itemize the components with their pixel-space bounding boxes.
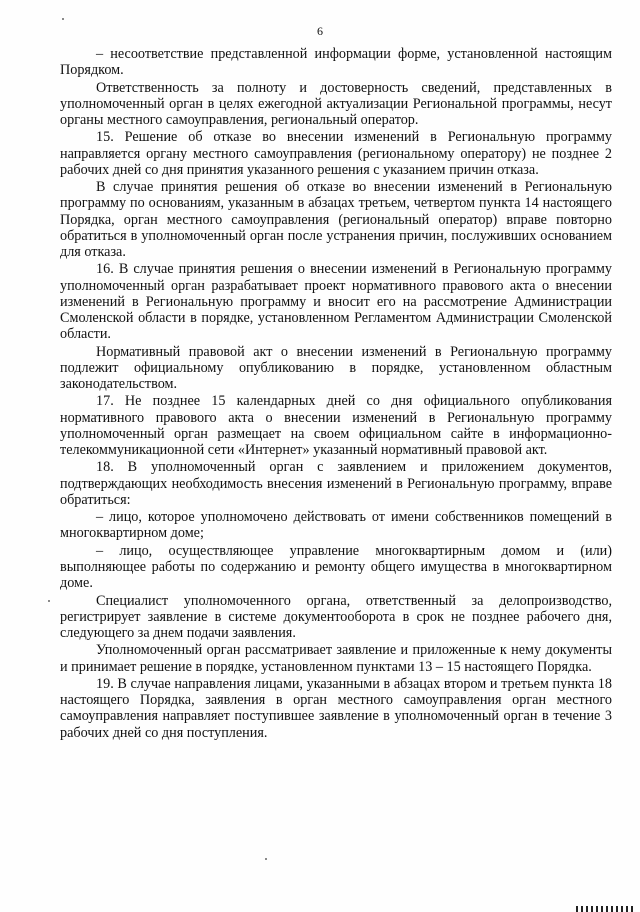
paragraph: 17. Не позднее 15 календарных дней со дня официального опубликования нормативного правового акта о внесении изменений в Региональную программу уполномоченный орган размещает на своем официальном сайте в информационно-телекоммуникационной сети «Интернет» указанный нормативный правовой акт. [60, 393, 612, 458]
scan-edge-mark [576, 906, 636, 912]
paragraph: 19. В случае направления лицами, указанными в абзацах втором и третьем пункта 18 настоящего Порядка, заявления в орган местного самоуправления орган местного самоуправления направляет поступившее заявление в уполномоченный орган в течение 3 рабочих дней со дня поступления. [60, 675, 612, 741]
page-number: 6 [317, 24, 323, 38]
paragraph: – лицо, которое уполномочено действовать от имени собственников помещений в многоквартирном доме; [60, 509, 612, 542]
scan-speck [48, 600, 50, 602]
scan-speck [265, 858, 267, 860]
paragraph: Нормативный правовой акт о внесении изменений в Региональную программу подлежит официальному опубликованию в порядке, установленном областным законодательством. [60, 343, 612, 392]
paragraph: Специалист уполномоченного органа, ответственный за делопроизводство, регистрирует заявление в системе документооборота в срок не позднее рабочего дня, следующего за днем подачи заявления. [60, 592, 612, 641]
paragraph: 15. Решение об отказе во внесении изменений в Региональную программу направляется органу местного самоуправления (региональному оператору) не позднее 2 рабочих дней со дня принятия указанного решения с указанием причин отказа. [60, 129, 612, 178]
paragraph: В случае принятия решения об отказе во внесении изменений в Региональную программу по основаниям, указанным в абзацах третьем, четвертом пункта 14 настоящего Порядка, орган местного самоуправления (региональный оператор) вправе повторно обратиться в уполномоченный орган после устранения причин, послуживших основанием для отказа. [60, 179, 612, 260]
document-body [60, 46, 612, 742]
paragraph: 18. В уполномоченный орган с заявлением и приложением документов, подтверждающих необходимость внесения изменений в Региональную программу, вправе обратиться: [60, 459, 612, 508]
paragraph: – лицо, осуществляющее управление многоквартирным домом и (или) выполняющее работы по содержанию и ремонту общего имущества в многоквартирном доме. [60, 542, 612, 592]
paragraph: – несоответствие представленной информации форме, установленной настоящим Порядком. [60, 46, 612, 79]
paragraph: Ответственность за полноту и достоверность сведений, представленных в уполномоченный орган в целях ежегодной актуализации Региональной программы, несут органы местного самоуправления, региональный оператор. [60, 79, 612, 128]
scan-speck [62, 18, 64, 20]
paragraph: Уполномоченный орган рассматривает заявление и приложенные к нему документы и принимает решение в порядке, установленном пунктами 13 – 15 настоящего Порядка. [60, 642, 612, 675]
paragraph: 16. В случае принятия решения о внесении изменений в Региональную программу уполномоченный орган разрабатывает проект нормативного правового акта о внесении изменений в Региональную программу и вносит его на рассмотрение Администрации Смоленской области в порядке, установленном Регламентом Администрации Смоленской области. [60, 261, 612, 343]
